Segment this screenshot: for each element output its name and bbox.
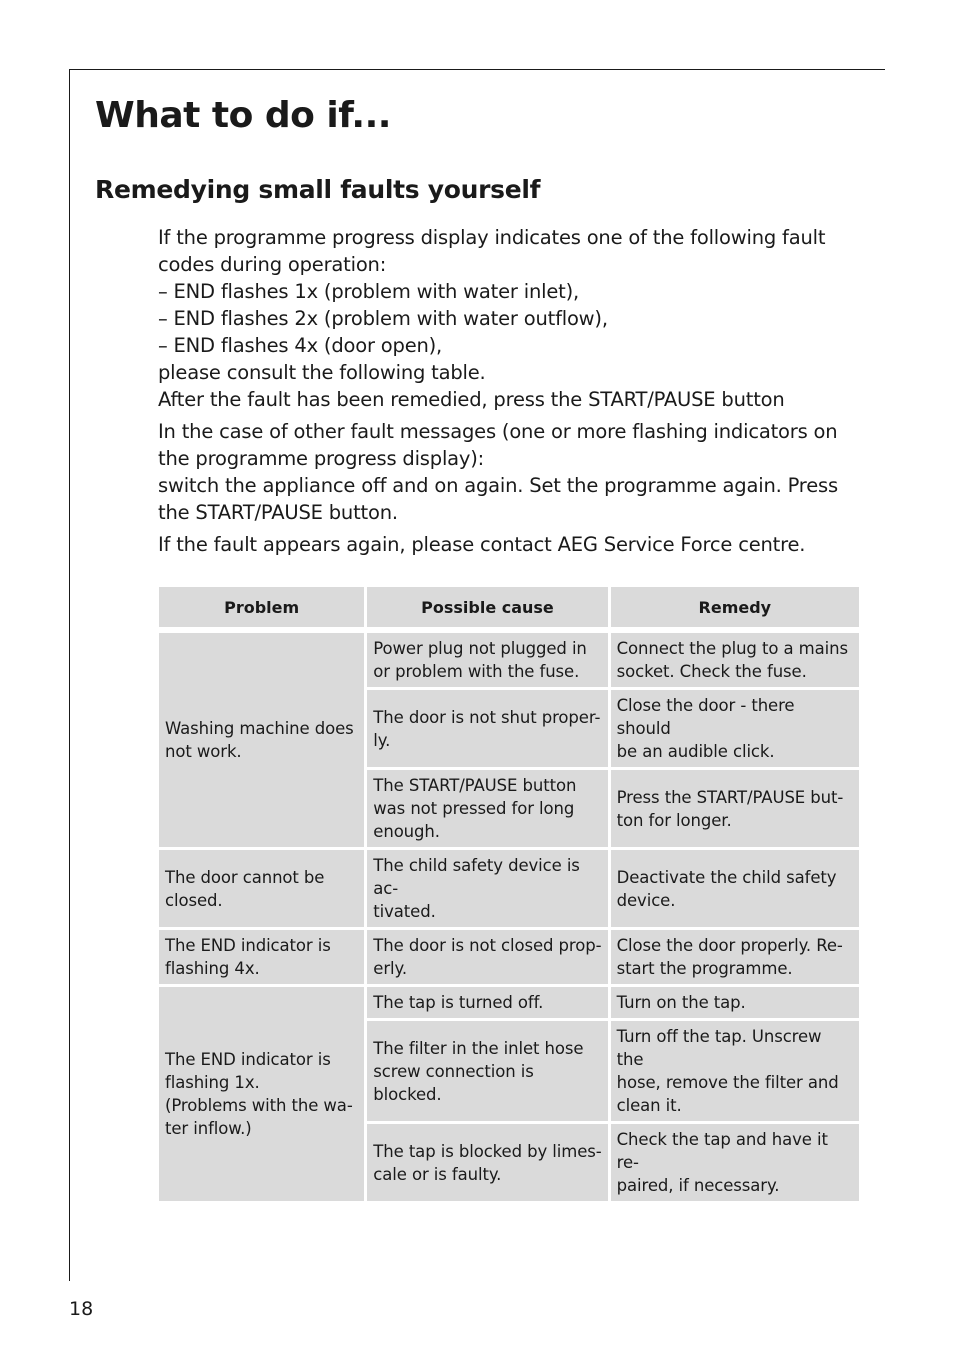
cell-line: Power plug not plugged in <box>373 639 587 658</box>
remedy-cell <box>611 770 859 847</box>
intro-paragraph-3 <box>158 531 868 558</box>
intro-paragraph-2 <box>158 418 868 526</box>
cell-line: screw connection is blocked. <box>373 1061 534 1104</box>
cell-line: be an audible click. <box>616 742 775 761</box>
intro-line: please consult the following table. <box>158 361 486 384</box>
cell-line: The END indicator is <box>165 1050 331 1069</box>
cell-line: Turn on the tap. <box>616 993 746 1012</box>
cell-line: ter inflow.) <box>165 1119 252 1138</box>
left-margin-rule <box>69 69 70 1281</box>
cell-line: ly. <box>373 730 391 750</box>
fault-table <box>156 584 862 1204</box>
cell-line: Turn off the tap. Unscrew the <box>616 1027 822 1069</box>
cause-cell <box>367 850 607 927</box>
header-problem: Problem <box>159 587 364 627</box>
intro-line: the START/PAUSE button. <box>158 501 398 524</box>
cause-cell <box>367 633 607 687</box>
cell-line: enough. <box>373 822 440 841</box>
cell-line: The tap is blocked by limes- <box>373 1141 602 1161</box>
cell-line: socket. Check the fuse. <box>616 662 807 681</box>
intro-line: After the fault has been remedied, press the START/PAUSE button <box>158 388 785 411</box>
cause-cell <box>367 770 607 847</box>
cell-line: hose, remove the filter and <box>616 1073 839 1092</box>
problem-cell <box>159 930 364 984</box>
table-row <box>159 850 859 927</box>
fault-code-item: – END flashes 2x (problem with water outflow), <box>158 307 608 330</box>
cell-line: flashing 4x. <box>165 959 260 978</box>
cell-line: flashing 1x. <box>165 1073 260 1092</box>
cause-cell <box>367 930 607 984</box>
intro-line: switch the appliance off and on again. Set the programme again. Press <box>158 474 838 497</box>
cell-line: Close the door - there should <box>616 696 795 738</box>
cell-line: Connect the plug to a mains <box>616 639 848 658</box>
problem-cell <box>159 987 364 1201</box>
cell-line: clean it. <box>616 1096 682 1115</box>
cell-line: The END indicator is <box>165 936 331 955</box>
intro-paragraph-1 <box>158 224 868 413</box>
intro-text <box>158 224 868 563</box>
cell-line: device. <box>616 890 676 910</box>
intro-line: If the programme progress display indicates one of the following fault <box>158 226 826 249</box>
header-remedy: Remedy <box>611 587 859 627</box>
cell-line: closed. <box>165 890 223 910</box>
remedy-cell <box>611 987 859 1018</box>
section-title: Remedying small faults yourself <box>95 175 541 204</box>
page-title: What to do if... <box>95 95 391 136</box>
problem-cell <box>159 633 364 847</box>
cause-cell <box>367 1124 607 1201</box>
cause-cell <box>367 1021 607 1121</box>
cell-line: (Problems with the wa- <box>165 1096 353 1115</box>
table-row <box>159 930 859 984</box>
remedy-cell <box>611 1124 859 1201</box>
problem-cell <box>159 850 364 927</box>
table-header-row <box>159 587 859 627</box>
cell-line: The START/PAUSE button <box>373 776 577 795</box>
cell-line: was not pressed for long <box>373 799 575 818</box>
cause-cell <box>367 987 607 1018</box>
cell-line: start the programme. <box>616 959 793 978</box>
table-row <box>159 633 859 687</box>
top-rule <box>69 69 885 70</box>
cell-line: erly. <box>373 959 407 978</box>
cell-line: The door is not closed prop- <box>373 936 602 955</box>
page-number: 18 <box>69 1298 94 1320</box>
cell-line: The door cannot be <box>165 867 325 887</box>
cell-line: Deactivate the child safety <box>616 867 837 887</box>
cell-line: The child safety device is ac- <box>373 856 580 898</box>
remedy-cell <box>611 1021 859 1121</box>
cell-line: ton for longer. <box>616 810 732 830</box>
cell-line: or problem with the fuse. <box>373 662 580 681</box>
cell-line: The door is not shut proper- <box>373 707 601 727</box>
intro-line: If the fault appears again, please contact AEG Service Force centre. <box>158 533 806 556</box>
intro-line: In the case of other fault messages (one or more flashing indicators on <box>158 420 838 443</box>
intro-line: codes during operation: <box>158 253 387 276</box>
cell-line: paired, if necessary. <box>616 1176 780 1195</box>
remedy-cell <box>611 690 859 767</box>
intro-line: the programme progress display): <box>158 447 485 470</box>
remedy-cell <box>611 930 859 984</box>
cause-cell <box>367 690 607 767</box>
cell-line: Washing machine does <box>165 719 354 738</box>
cell-line: not work. <box>165 742 242 761</box>
cell-line: Close the door properly. Re- <box>616 936 843 955</box>
cell-line: tivated. <box>373 902 436 921</box>
remedy-cell <box>611 850 859 927</box>
cell-line: The tap is turned off. <box>373 993 544 1012</box>
cell-line: Press the START/PAUSE but- <box>616 787 844 807</box>
fault-code-item: – END flashes 4x (door open), <box>158 334 443 357</box>
cell-line: cale or is faulty. <box>373 1164 502 1184</box>
header-possible-cause: Possible cause <box>367 587 607 627</box>
cell-line: Check the tap and have it re- <box>616 1130 828 1172</box>
table-row <box>159 987 859 1018</box>
fault-code-item: – END flashes 1x (problem with water inlet), <box>158 280 579 303</box>
cell-line: The filter in the inlet hose <box>373 1038 584 1058</box>
remedy-cell <box>611 633 859 687</box>
